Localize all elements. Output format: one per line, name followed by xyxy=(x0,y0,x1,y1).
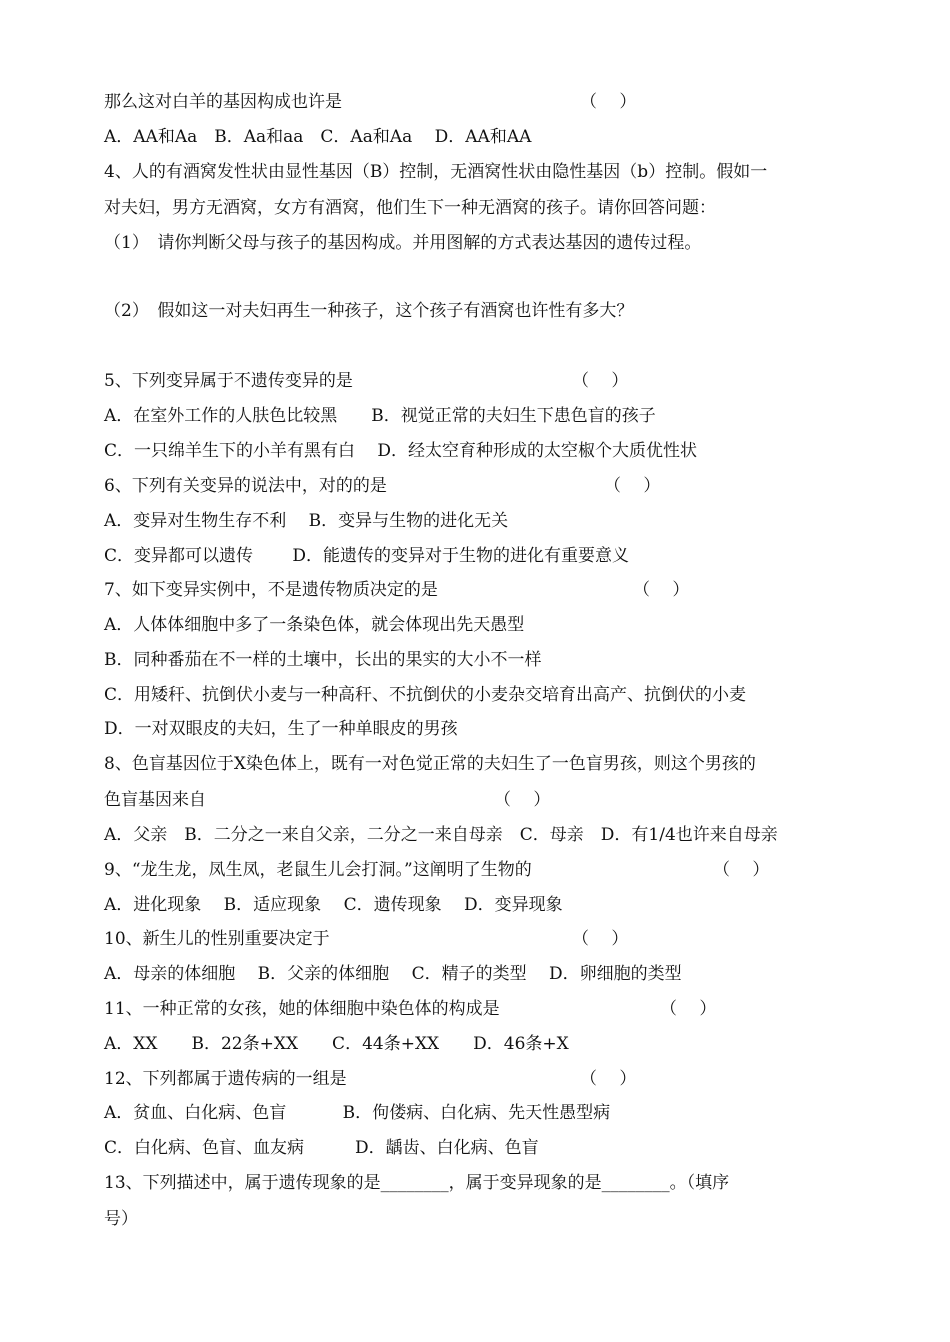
question-7-option-d: D．一对双眼皮的夫妇，生了一种单眼皮的男孩 xyxy=(104,719,458,739)
question-7-option-c: C．用矮秆、抗倒伏小麦与一种高秆、不抗倒伏的小麦杂交培育出高产、抗倒伏的小麦 xyxy=(104,685,747,705)
question-4-part-1: （1） 请你判断父母与孩子的基因构成。并用图解的方式表达基因的遗传过程。 xyxy=(104,233,702,253)
question-7-option-a: A．人体体细胞中多了一条染色体，就会体现出先天愚型 xyxy=(104,615,525,635)
answer-bracket: （ ） xyxy=(580,1069,637,1089)
question-3-options: A．AA和Aa B．Aa和aa C．Aa和Aa D．AA和AA xyxy=(104,127,532,147)
question-5-options-cd: C．一只绵羊生下的小羊有黑有白 D．经太空育种形成的太空椒个大质优性状 xyxy=(104,441,698,461)
question-6-options-cd: C．变异都可以遗传 D．能遗传的变异对于生物的进化有重要意义 xyxy=(104,546,630,566)
question-5-stem: 5、下列变异属于不遗传变异的是 xyxy=(104,371,353,391)
answer-bracket: （ ） xyxy=(713,860,770,880)
answer-bracket: （ ） xyxy=(580,92,637,112)
question-8-stem-cont: 色盲基因来自 xyxy=(104,790,206,810)
question-13-stem-cont: 号） xyxy=(104,1209,138,1229)
question-6-options-ab: A．变异对生物生存不利 B．变异与生物的进化无关 xyxy=(104,511,509,531)
question-11-stem: 11、一种正常的女孩，她的体细胞中染色体的构成是 xyxy=(104,999,500,1019)
question-9-options: A．进化现象 B．适应现象 C．遗传现象 D．变异现象 xyxy=(104,895,563,915)
question-7-stem: 7、如下变异实例中，不是遗传物质决定的是 xyxy=(104,580,438,600)
question-12-stem: 12、下列都属于遗传病的一组是 xyxy=(104,1069,347,1089)
question-8-stem: 8、色盲基因位于X染色体上，既有一对色觉正常的夫妇生了一色盲男孩，则这个男孩的 xyxy=(104,754,756,774)
question-5-options-ab: A．在室外工作的人肤色比较黑 B．视觉正常的夫妇生下患色盲的孩子 xyxy=(104,406,656,426)
question-9-stem: 9、“龙生龙，凤生凤，老鼠生儿会打洞。”这阐明了生物的 xyxy=(104,860,532,880)
question-10-stem: 10、新生儿的性别重要决定于 xyxy=(104,929,330,949)
question-7-option-b: B．同种番茄在不一样的土壤中，长出的果实的大小不一样 xyxy=(104,650,542,670)
answer-bracket: （ ） xyxy=(633,580,690,600)
answer-bracket: （ ） xyxy=(572,371,629,391)
answer-bracket: （ ） xyxy=(660,999,717,1019)
question-10-options: A．母亲的体细胞 B．父亲的体细胞 C．精子的类型 D．卵细胞的类型 xyxy=(104,964,682,984)
question-8-options: A．父亲 B．二分之一来自父亲，二分之一来自母亲 C．母亲 D．有1/4也许来自母亲 xyxy=(104,825,778,845)
question-12-options-cd: C．白化病、色盲、血友病 D．龋齿、白化病、色盲 xyxy=(104,1138,539,1158)
question-13-stem: 13、下列描述中，属于遗传现象的是________，属于变异现象的是________。（填序 xyxy=(104,1173,730,1193)
question-12-options-ab: A．贫血、白化病、色盲 B．佝偻病、白化病、先天性愚型病 xyxy=(104,1103,611,1123)
question-4-stem-cont: 对夫妇，男方无酒窝，女方有酒窝，他们生下一种无酒窝的孩子。请你回答问题： xyxy=(104,198,716,218)
question-4-part-2: （2） 假如这一对夫妇再生一种孩子，这个孩子有酒窝也许性有多大？ xyxy=(104,301,634,321)
question-6-stem: 6、下列有关变异的说法中，对的的是 xyxy=(104,476,387,496)
answer-bracket: （ ） xyxy=(572,929,629,949)
answer-bracket: （ ） xyxy=(604,476,661,496)
question-11-options: A．XX B．22条+XX C．44条+XX D．46条+X xyxy=(104,1034,569,1054)
question-3-stem: 那么这对白羊的基因构成也许是 xyxy=(104,92,342,112)
question-4-stem: 4、人的有酒窝发性状由显性基因（B）控制，无酒窝性状由隐性基因（b）控制。假如一 xyxy=(104,162,768,182)
answer-bracket: （ ） xyxy=(494,790,551,810)
